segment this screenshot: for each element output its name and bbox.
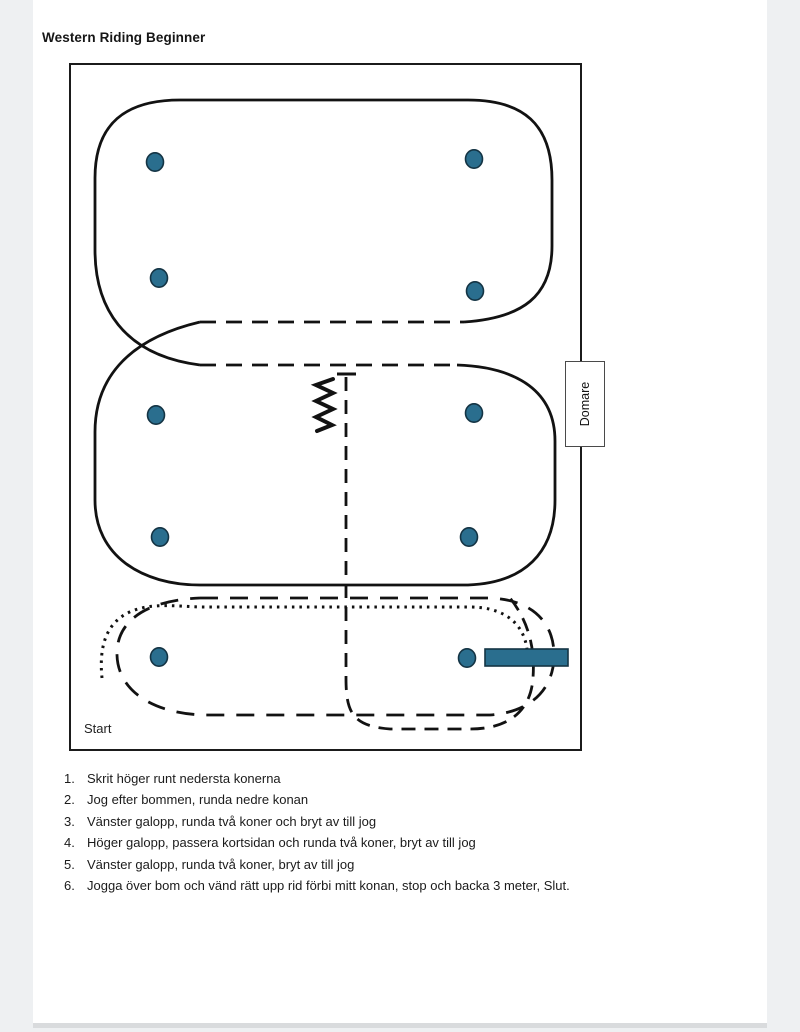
cone <box>151 269 168 287</box>
item-text: Skrit höger runt nedersta konerna <box>87 771 281 786</box>
item-number: 5. <box>64 856 75 872</box>
final-centerline-dashed-path <box>346 377 533 729</box>
cone <box>147 153 164 171</box>
page-title: Western Riding Beginner <box>42 30 206 45</box>
item-number: 3. <box>64 813 75 829</box>
item-text: Jog efter bommen, runda nedre konan <box>87 792 309 808</box>
list-item <box>64 772 570 785</box>
cone <box>148 406 165 424</box>
list-item <box>64 815 570 828</box>
page-edge <box>33 1023 767 1028</box>
item-text: Höger galopp, passera kortsidan och runda två koner, bryt av till jog <box>87 835 476 851</box>
list-item <box>64 793 570 806</box>
cone <box>151 648 168 666</box>
item-number: 4. <box>64 835 75 851</box>
judge-label: Domare <box>578 381 592 427</box>
cone <box>461 528 478 546</box>
item-text: Jogga över bom och vänd rätt upp rid förbi mitt konan, stop och backa 3 meter, Slut. <box>87 877 570 893</box>
item-text: Vänster galopp, runda två koner, bryt av till jog <box>87 856 355 872</box>
item-number: 6. <box>64 877 75 893</box>
list-item <box>64 836 570 849</box>
list-item <box>64 879 570 892</box>
cone <box>466 404 483 422</box>
bom-pole <box>485 649 568 666</box>
judge-box <box>565 361 605 447</box>
start-label: Start <box>84 721 112 736</box>
list-item <box>64 858 570 871</box>
instructions-list <box>64 772 570 900</box>
item-number: 2. <box>64 792 75 808</box>
walk-dotted-path <box>101 606 527 678</box>
cone <box>459 649 476 667</box>
cone <box>467 282 484 300</box>
item-text: Vänster galopp, runda två koner och bryt av till jog <box>87 813 377 829</box>
cones <box>147 150 484 667</box>
item-number: 1. <box>64 771 75 786</box>
cone <box>466 150 483 168</box>
top-loop-solid-path <box>95 100 552 365</box>
cone <box>152 528 169 546</box>
backup-zigzag-icon <box>316 379 333 431</box>
